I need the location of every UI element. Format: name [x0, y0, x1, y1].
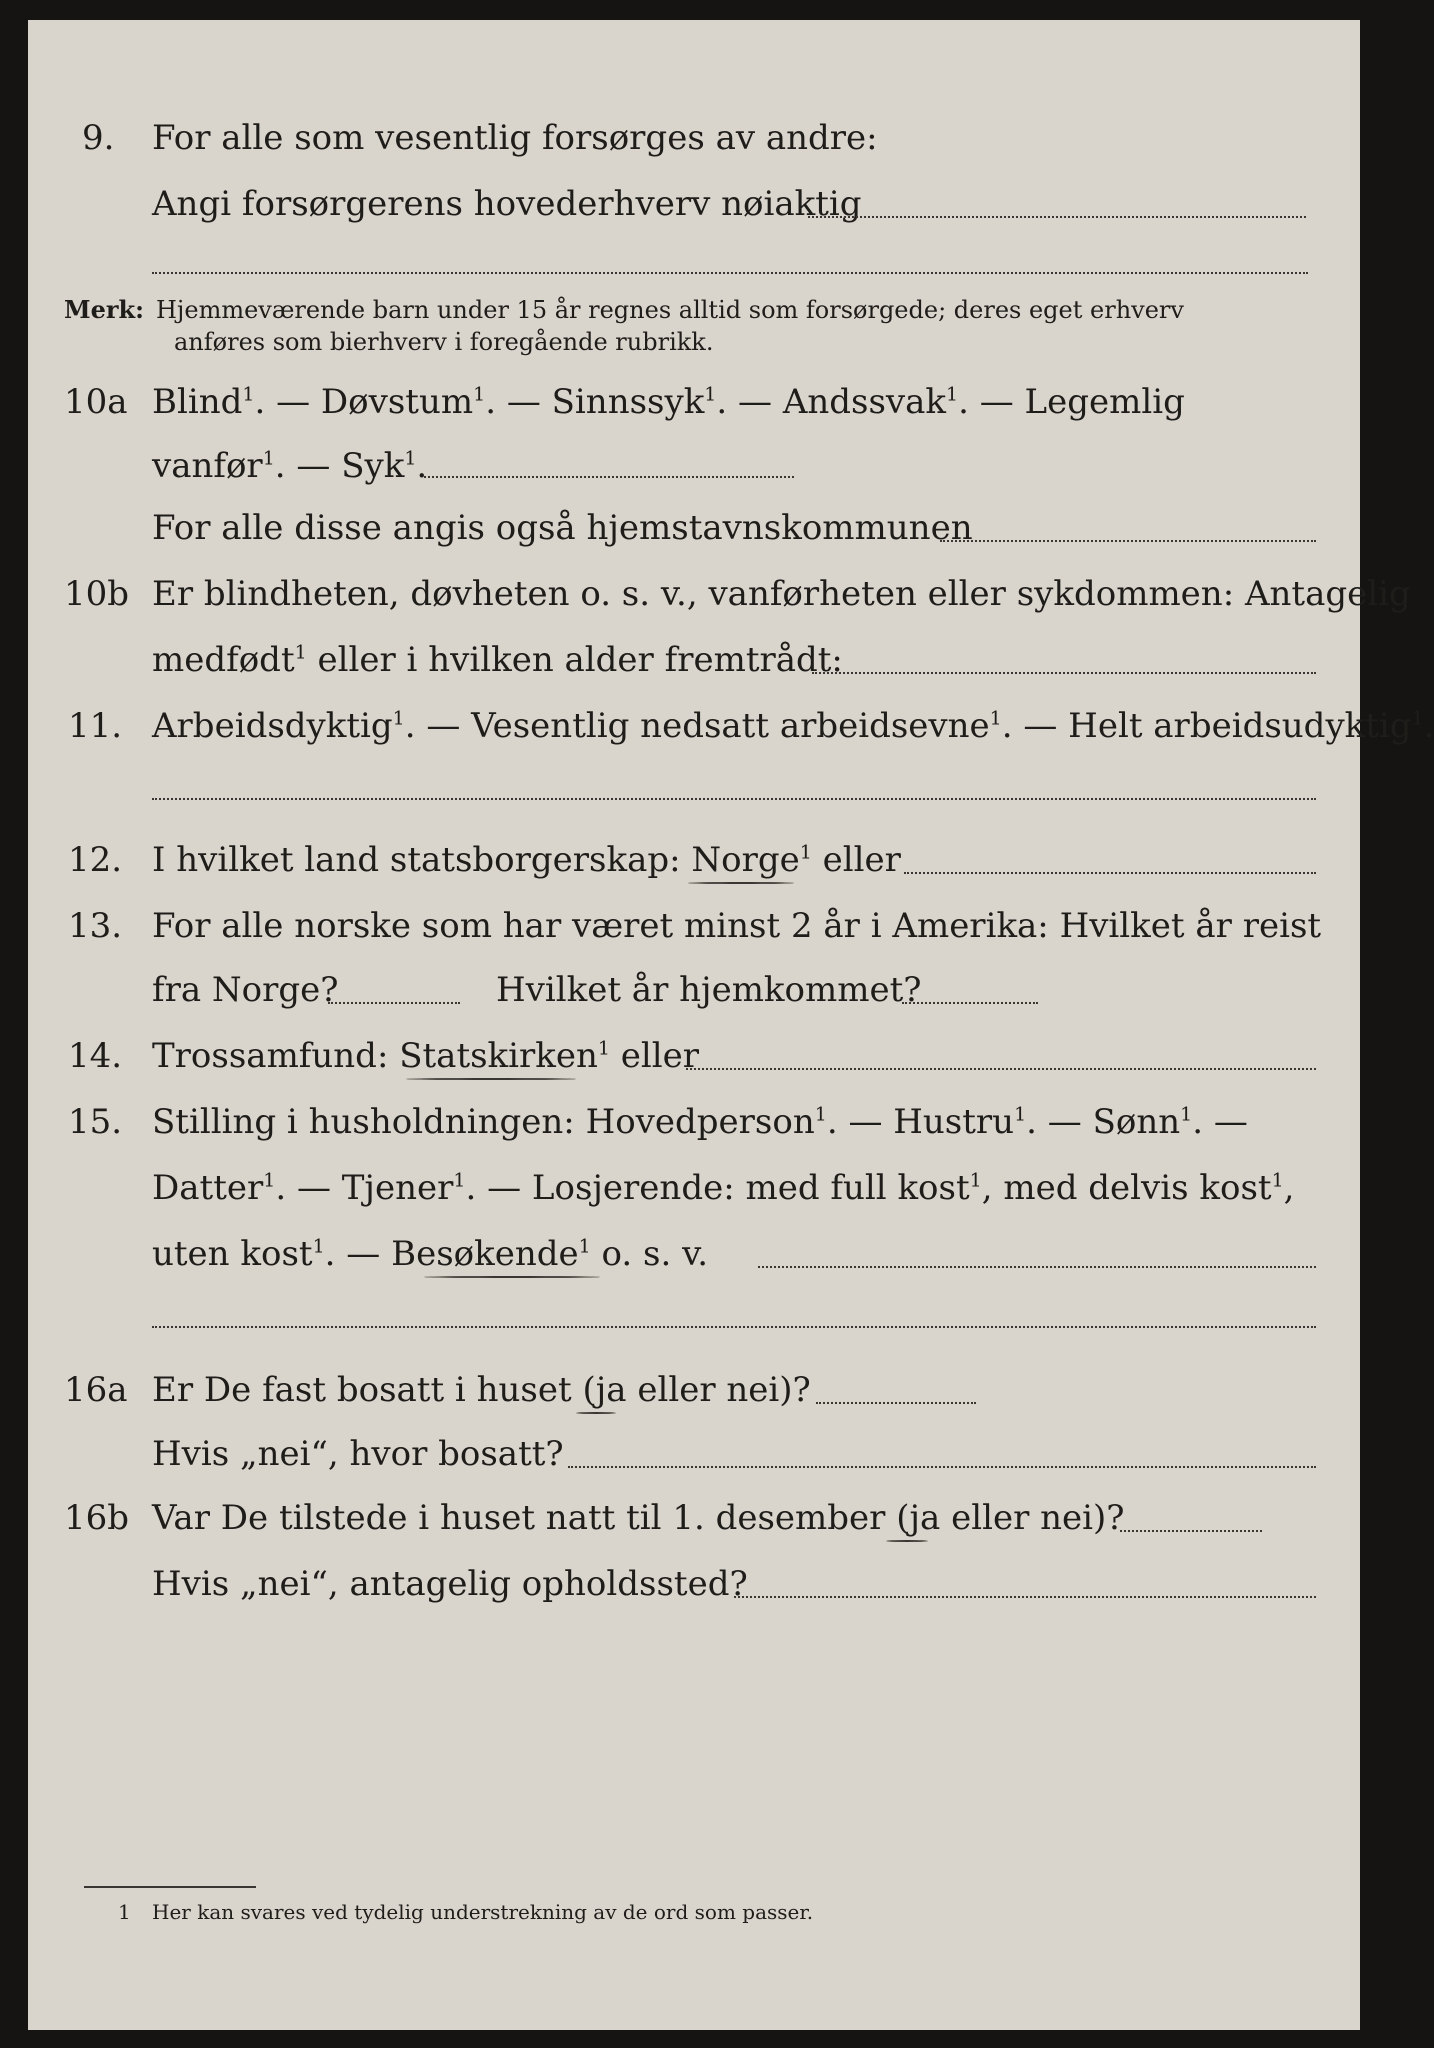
- item-9-line-1: For alle som vesentlig forsørges av andre:: [152, 118, 878, 158]
- item-9-line-2: Angi forsørgerens hovederhverv nøiaktig: [152, 184, 862, 224]
- item-16b-line-1: Var De tilstede i huset natt til 1. desember (ja eller nei)?: [152, 1498, 1125, 1538]
- item-number-9: 9.: [82, 118, 115, 158]
- item-number-15: 15.: [68, 1102, 123, 1142]
- item-13-line-1: For alle norske som har været minst 2 år i Amerika: Hvilket år reist: [152, 906, 1322, 946]
- footnote-mark: 1: [118, 1900, 131, 1924]
- answer-line-15[interactable]: [758, 1266, 1316, 1268]
- answer-line-10a-1[interactable]: [424, 476, 794, 478]
- item-15-line-3: uten kost$^1$. — Besøkende$^1$ o. s. v.: [152, 1234, 709, 1274]
- pen-underline-ja-16b: [886, 1540, 928, 1542]
- answer-line-16a-2[interactable]: [568, 1466, 1316, 1468]
- item-16a-line-2: Hvis „nei“, hvor bosatt?: [152, 1434, 564, 1474]
- answer-line-11[interactable]: [152, 798, 1316, 800]
- item-number-14: 14.: [68, 1036, 123, 1076]
- item-number-13: 13.: [68, 906, 123, 946]
- merk-line-1: Hjemmeværende barn under 15 år regnes alltid som forsørgede; deres eget erhverv: [156, 296, 1184, 324]
- item-13-line-2: fra Norge?: [152, 970, 339, 1010]
- answer-line-10b[interactable]: [812, 672, 1316, 674]
- item-16a-line-1: Er De fast bosatt i huset (ja eller nei)?: [152, 1370, 811, 1410]
- answer-line-13a[interactable]: [328, 1002, 460, 1004]
- item-number-16a: 16a: [64, 1370, 128, 1410]
- merk-label: Merk:: [64, 295, 144, 324]
- item-10a-line-1: Blind$^1$. — Døvstum$^1$. — Sinnssyk$^1$. — Andssvak$^1$. — Legemlig: [152, 382, 1185, 422]
- item-number-11: 11.: [68, 706, 123, 746]
- footnote-rule: [84, 1886, 256, 1888]
- item-13-line-3: Hvilket år hjemkommet?: [496, 970, 922, 1010]
- item-14-line-1: Trossamfund: Statskirken$^1$ eller: [152, 1036, 700, 1076]
- item-10b-line-2: medfødt$^1$ eller i hvilken alder fremtrådt:: [152, 640, 843, 680]
- answer-line-16b-2[interactable]: [734, 1596, 1316, 1598]
- answer-line-15b[interactable]: [152, 1326, 1316, 1328]
- item-number-12: 12.: [68, 840, 123, 880]
- answer-line-9b[interactable]: [152, 272, 1308, 274]
- item-10b-line-1: Er blindheten, døvheten o. s. v., vanførheten eller sykdommen: Antagelig: [152, 574, 1411, 614]
- pen-underline-statskirken: [406, 1078, 576, 1080]
- pen-underline-ja-16a: [576, 1412, 616, 1414]
- item-11-line-1: Arbeidsdyktig$^1$. — Vesentlig nedsatt arbeidsevne$^1$. — Helt arbeidsudyktig$^1$.: [152, 706, 1434, 746]
- pen-underline-norge: [688, 882, 794, 884]
- item-number-16b: 16b: [64, 1498, 130, 1538]
- census-form-page: [28, 20, 1434, 2030]
- item-10a-line-3: For alle disse angis også hjemstavnskommunen: [152, 508, 973, 548]
- item-10a-line-2: vanfør$^1$. — Syk$^1$.: [152, 446, 428, 486]
- footnote-text: Her kan svares ved tydelig understrekning av de ord som passer.: [152, 1900, 814, 1924]
- pen-underline-besokende: [424, 1276, 600, 1278]
- item-16b-line-2: Hvis „nei“, antagelig opholdssted?: [152, 1564, 748, 1604]
- item-number-10a: 10a: [64, 382, 128, 422]
- answer-line-16b-1[interactable]: [1120, 1530, 1262, 1532]
- answer-line-9[interactable]: [808, 216, 1306, 218]
- answer-line-16a-1[interactable]: [816, 1402, 976, 1404]
- item-15-line-1: Stilling i husholdningen: Hovedperson$^1$. — Hustru$^1$. — Sønn$^1$. —: [152, 1102, 1248, 1142]
- item-15-line-2: Datter$^1$. — Tjener$^1$. — Losjerende: med full kost$^1$, med delvis kost$^1$,: [152, 1168, 1295, 1208]
- merk-line-2: anføres som bierhverv i foregående rubrikk.: [174, 328, 714, 356]
- answer-line-14[interactable]: [686, 1068, 1316, 1070]
- answer-line-12[interactable]: [904, 872, 1316, 874]
- item-12-line-1: I hvilket land statsborgerskap: Norge$^1$ eller: [152, 840, 901, 880]
- answer-line-13b[interactable]: [902, 1002, 1038, 1004]
- answer-line-10a-2[interactable]: [940, 540, 1316, 542]
- item-number-10b: 10b: [64, 574, 130, 614]
